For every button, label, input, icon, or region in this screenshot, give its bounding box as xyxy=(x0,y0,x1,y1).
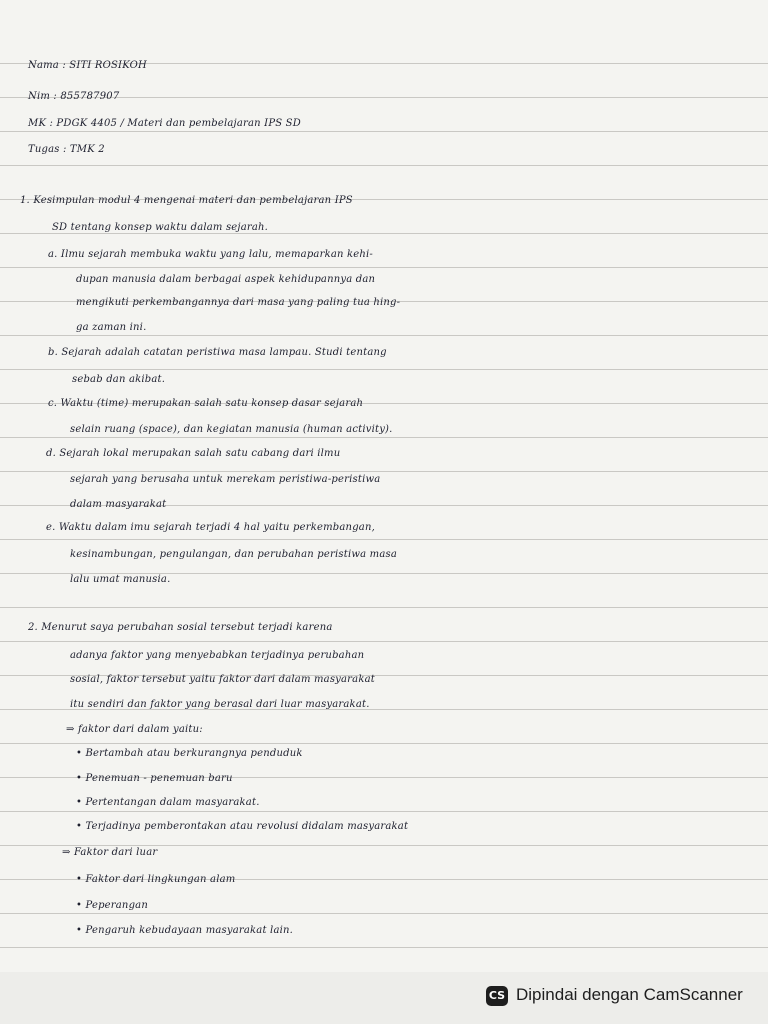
header-nim: Nim : 855787907 xyxy=(28,91,120,102)
external-factor-item: • Faktor dari lingkungan alam xyxy=(76,874,236,885)
camscanner-logo-icon: CS xyxy=(486,986,508,1006)
q1-point-d: sejarah yang berusaha untuk merekam peristiwa-peristiwa xyxy=(70,474,381,485)
q1-point-e: kesinambungan, pengulangan, dan perubahan peristiwa masa xyxy=(70,549,397,560)
q1-point-c: selain ruang (space), dan kegiatan manusia (human activity). xyxy=(70,424,393,435)
q2-line: 2. Menurut saya perubahan sosial tersebut terjadi karena xyxy=(28,622,333,633)
q2-line: itu sendiri dan faktor yang berasal dari luar masyarakat. xyxy=(70,699,370,710)
q2-line: adanya faktor yang menyebabkan terjadinya perubahan xyxy=(70,650,365,661)
camscanner-watermark: Dipindai dengan CamScanner xyxy=(516,985,743,1004)
q1-point-e: e. Waktu dalam imu sejarah terjadi 4 hal yaitu perkembangan, xyxy=(46,522,375,533)
external-factors-heading: ⇒ Faktor dari luar xyxy=(62,847,158,858)
q1-line: 1. Kesimpulan modul 4 mengenai materi dan pembelajaran IPS xyxy=(20,195,353,206)
q1-point-a: a. Ilmu sejarah membuka waktu yang lalu, memaparkan kehi- xyxy=(48,249,373,260)
internal-factors-heading: ⇒ faktor dari dalam yaitu: xyxy=(66,724,203,735)
q1-point-b: b. Sejarah adalah catatan peristiwa masa lampau. Studi tentang xyxy=(48,347,387,358)
external-factor-item: • Peperangan xyxy=(76,900,148,911)
external-factor-item: • Pengaruh kebudayaan masyarakat lain. xyxy=(76,925,294,936)
q1-point-a: mengikuti perkembangannya dari masa yang paling tua hing- xyxy=(76,297,401,308)
q1-point-d: dalam masyarakat xyxy=(70,499,167,510)
q1-point-a: ga zaman ini. xyxy=(76,322,147,333)
q1-point-e: lalu umat manusia. xyxy=(70,574,171,585)
q1-point-d: d. Sejarah lokal merupakan salah satu cabang dari ilmu xyxy=(46,448,341,459)
q1-point-b: sebab dan akibat. xyxy=(72,374,166,385)
q1-line: SD tentang konsep waktu dalam sejarah. xyxy=(52,222,269,233)
internal-factor-item: • Pertentangan dalam masyarakat. xyxy=(76,797,260,808)
header-tugas: Tugas : TMK 2 xyxy=(28,144,105,155)
q1-point-a: dupan manusia dalam berbagai aspek kehidupannya dan xyxy=(76,274,376,285)
q2-line: sosial, faktor tersebut yaitu faktor dari dalam masyarakat xyxy=(70,674,375,685)
header-nama: Nama : SITI ROSIKOH xyxy=(28,60,147,71)
internal-factor-item: • Bertambah atau berkurangnya penduduk xyxy=(76,748,303,759)
internal-factor-item: • Terjadinya pemberontakan atau revolusi didalam masyarakat xyxy=(76,821,409,832)
header-mk: MK : PDGK 4405 / Materi dan pembelajaran IPS SD xyxy=(28,118,301,129)
internal-factor-item: • Penemuan - penemuan baru xyxy=(76,773,233,784)
q1-point-c: c. Waktu (time) merupakan salah satu konsep dasar sejarah xyxy=(48,398,364,409)
